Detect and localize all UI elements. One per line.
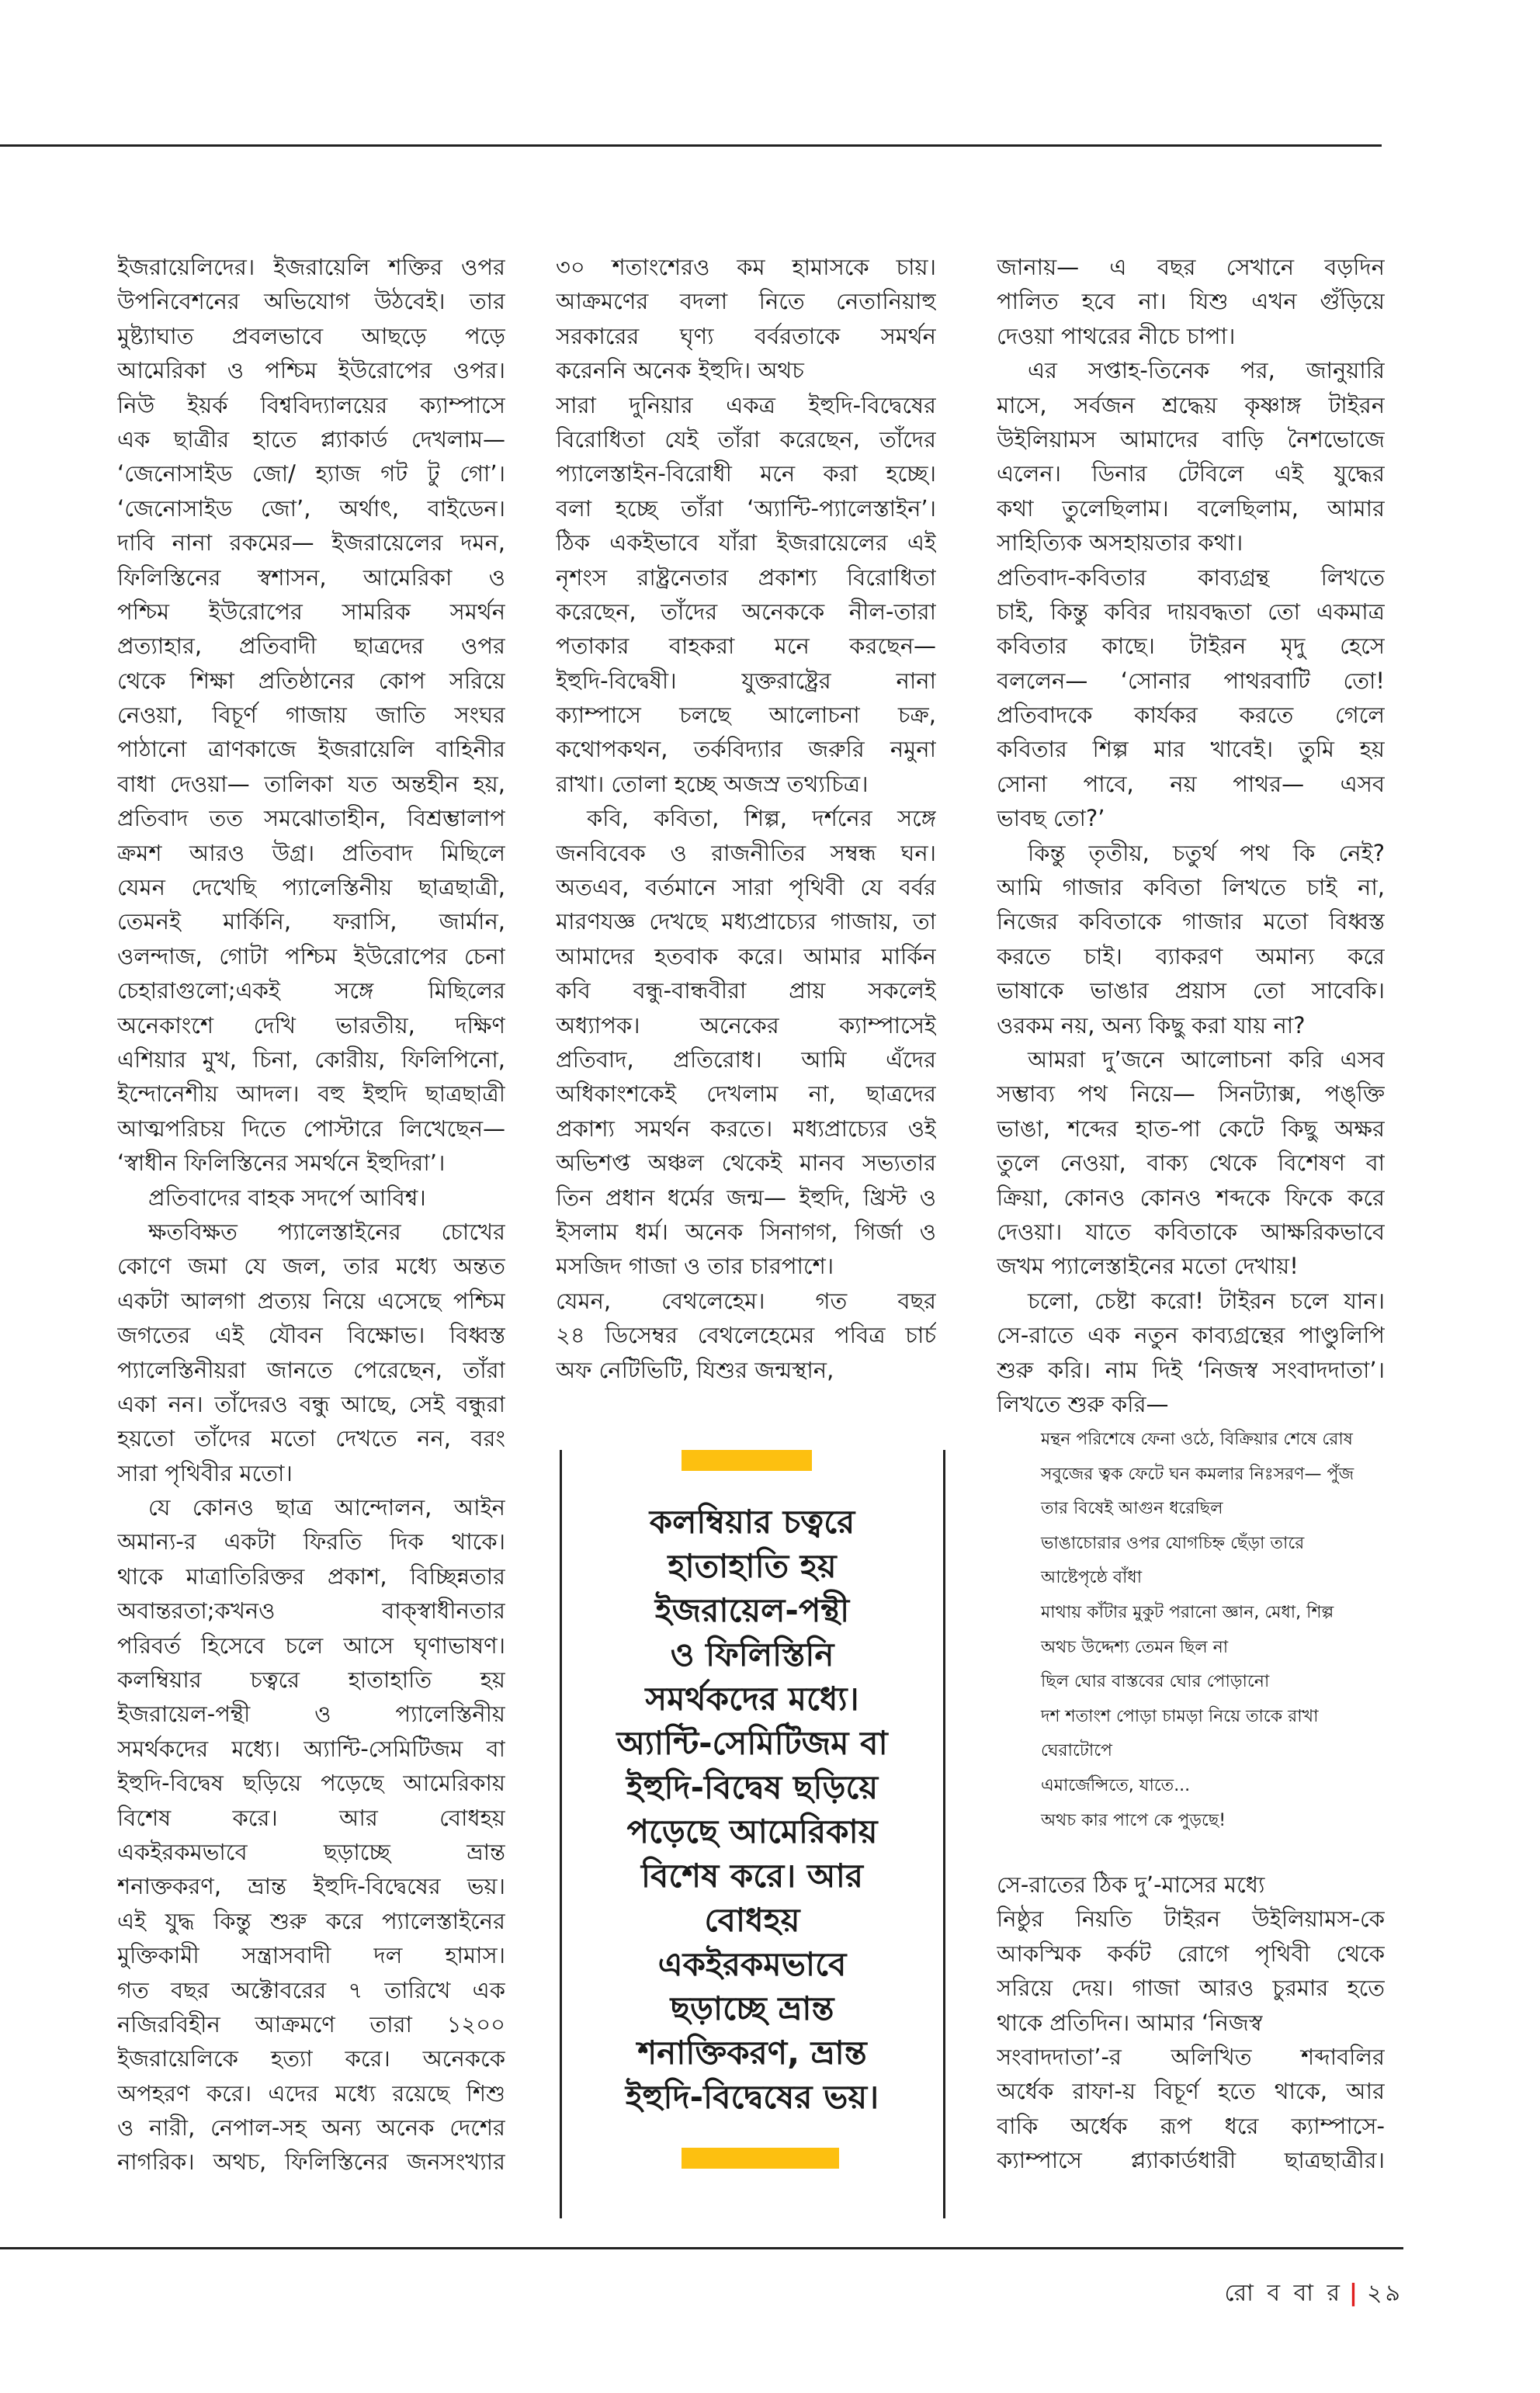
- pull-quote-line: অ্যান্টি-সেমিটিজম বা: [616, 1724, 888, 1762]
- text-line: মারণযজ্ঞ দেখছে মধ্যপ্রাচ্যের গাজায়, তা: [556, 908, 936, 935]
- text-line: সরকারের ঘৃণ্য বর্বরতাকে সমর্থন: [556, 322, 936, 349]
- poem-line: তার বিষেই আগুন ধরেছিল: [1041, 1499, 1223, 1519]
- text-line: থেকে শিক্ষা প্রতিষ্ঠানের কোপ সরিয়ে: [117, 667, 505, 694]
- text-line: প্রত্যাহার, প্রতিবাদী ছাত্রদের ওপর: [117, 633, 505, 660]
- text-line: কোণে জমা যে জল, তার মধ্যে অন্তত: [117, 1253, 505, 1280]
- text-line: ইন্দোনেশীয় আদল। বহু ইহুদি ছাত্রছাত্রী: [117, 1080, 505, 1108]
- text-line: ৩০ শতাংশেরও কম হামাসকে চায়।: [556, 254, 936, 280]
- text-line: অফ নেটিভিটি, যিশুর জন্মস্থান,: [556, 1356, 834, 1383]
- pull-quote-line: সমর্থকদের মধ্যে।: [645, 1680, 859, 1718]
- text-line: প্রতিবাদ, প্রতিরোধ। আমি এঁদের: [556, 1046, 936, 1073]
- text-line: ভাঙা, শব্দের হাত-পা কেটে কিছু অক্ষর: [997, 1115, 1385, 1142]
- text-line: নৃশংস রাষ্ট্রনেতার প্রকাশ্য বিরোধিতা: [556, 564, 936, 591]
- text-line: সারা দুনিয়ার একত্র ইহুদি-বিদ্বেষের: [556, 391, 936, 418]
- bottom-rule: [0, 2247, 1403, 2249]
- text-line: অমান্য-র একটা ফিরতি দিক থাকে।: [117, 1528, 505, 1555]
- text-line: তিন প্রধান ধর্মের জন্ম— ইহুদি, খ্রিস্ট ও: [556, 1184, 936, 1211]
- poem-line: ভাঙাচোরার ওপর যোগচিহ্ন ছেঁড়া তারে: [1041, 1533, 1305, 1553]
- poem-line: ছিল ঘোর বাস্তবের ঘোর পোড়ানো: [1041, 1672, 1270, 1692]
- text-line: সম্ভাব্য পথ নিয়ে— সিনট্যাক্স, পঙ্‌ক্তি: [997, 1080, 1385, 1108]
- text-line: গত বছর অক্টোবরের ৭ তারিখে এক: [117, 1976, 505, 2003]
- text-line: ইসলাম ধর্ম। অনেক সিনাগগ, গির্জা ও: [556, 1218, 936, 1245]
- text-line: ওলন্দাজ, গোটা পশ্চিম ইউরোপের চেনা: [117, 942, 505, 969]
- text-line: কবিতার শিল্প মার খাবেই। তুমি হয়: [997, 736, 1385, 763]
- page-number: ২৯: [1367, 2280, 1403, 2307]
- text-line: কবি, কবিতা, শিল্প, দর্শনের সঙ্গে: [587, 805, 936, 832]
- pull-quote-line: ইজরায়েল-পন্থী: [654, 1591, 850, 1629]
- text-line: তেমনই মার্কিনি, ফরাসি, জার্মান,: [117, 908, 505, 935]
- text-line: নজিরবিহীন আক্রমণে তারা ১২০০: [117, 2010, 505, 2038]
- text-line: নিউ ইয়র্ক বিশ্ববিদ্যালয়ের ক্যাম্পাসে: [117, 391, 505, 418]
- text-line: পরিবর্ত হিসেবে চলে আসে ঘৃণাভাষণ।: [117, 1632, 505, 1659]
- pull-quote-line: শনাক্তিকরণ, ভ্রান্ত: [637, 2034, 867, 2072]
- poem-line: মাথায় কাঁটার মুকুট পরানো জ্ঞান, মেধা, শিল্প: [1041, 1602, 1334, 1622]
- text-line: ও নারী, নেপাল-সহ অন্য অনেক দেশের: [117, 2114, 505, 2142]
- text-line: জনবিবেক ও রাজনীতির সম্বন্ধ ঘন।: [556, 839, 936, 866]
- text-line: ‘জেনোসাইড জো/ হ্যাজ গট টু গো’।: [117, 460, 505, 487]
- text-line: ফিলিস্তিনের স্বশাসন, আমেরিকা ও: [117, 564, 505, 591]
- pull-quote-top-bar: [682, 1450, 812, 1471]
- text-line: মসজিদ গাজা ও তার চারপাশে।: [556, 1253, 834, 1280]
- text-line: প্রতিবাদের বাহক সদর্পে আবিশ্ব।: [148, 1184, 426, 1211]
- text-line: কিন্তু তৃতীয়, চতুর্থ পথ কি নেই?: [1028, 839, 1385, 866]
- text-line: ইহুদি-বিদ্বেষ ছড়িয়ে পড়েছে আমেরিকায়: [117, 1770, 505, 1797]
- text-line: উপনিবেশনের অভিযোগ উঠবেই। তার: [117, 288, 505, 315]
- text-line: অভিশপ্ত অঞ্চল থেকেই মানব সভ্যতার: [556, 1150, 936, 1177]
- poem-line: আষ্টেপৃষ্ঠে বাঁধা: [1041, 1568, 1143, 1588]
- pull-quote-line: বিশেষ করে। আর: [641, 1857, 863, 1895]
- footer-separator: |: [1349, 2280, 1361, 2307]
- text-line: চাই, কিন্তু কবির দায়বদ্ধতা তো একমাত্র: [997, 598, 1385, 625]
- text-line: শনাক্তকরণ, ভ্রান্ত ইহুদি-বিদ্বেষের ভয়।: [117, 1873, 505, 1900]
- text-line: ইজরায়েলিকে হত্যা করে। অনেককে: [117, 2045, 505, 2072]
- text-line: আমেরিকা ও পশ্চিম ইউরোপের ওপর।: [117, 357, 505, 384]
- text-line: ‘স্বাধীন ফিলিস্তিনের সমর্থনে ইহুদিরা’।: [117, 1150, 446, 1177]
- text-line: কথা তুলেছিলাম। বলেছিলাম, আমার: [997, 494, 1385, 522]
- text-line: বাকি অর্ধেক রূপ ধরে ক্যাম্পাসে-: [997, 2112, 1385, 2139]
- text-line: এশিয়ার মুখ, চিনা, কোরীয়, ফিলিপিনো,: [117, 1046, 505, 1073]
- text-line: দেওয়া। যাতে কবিতাকে আক্ষরিকভাবে: [997, 1218, 1385, 1245]
- text-line: সমর্থকদের মধ্যে। অ্যান্টি-সেমিটিজম বা: [117, 1735, 505, 1762]
- text-line: ক্রিয়া, কোনও কোনও শব্দকে ফিকে করে: [997, 1184, 1385, 1211]
- text-line: প্যালেস্তাইন-বিরোধী মনে করা হচ্ছে।: [556, 460, 936, 487]
- text-line: প্রতিবাদ তত সমঝোতাহীন, বিশ্রম্ভালাপ: [117, 805, 505, 832]
- text-line: পতাকার বাহকরা মনে করছেন—: [556, 633, 936, 660]
- text-line: দেওয়া পাথরের নীচে চাপা।: [997, 322, 1236, 349]
- text-line: ইহুদি-বিদ্বেষী। যুক্তরাষ্ট্রের নানা: [556, 667, 936, 694]
- pull-quote-line: ইহুদি-বিদ্বেষ ছড়িয়ে: [626, 1768, 879, 1806]
- pull-quote-line: ইহুদি-বিদ্বেষের ভয়।: [625, 2078, 879, 2116]
- text-line: হয়তো তাঁদের মতো দেখতে নন, বরং: [117, 1425, 505, 1452]
- text-line: বিরোধিতা যেই তাঁরা করেছেন, তাঁদের: [556, 425, 936, 453]
- column-divider-right: [943, 1450, 945, 2218]
- text-line: প্যালেস্তিনীয়রা জানতে পেরেছেন, তাঁরা: [117, 1356, 505, 1383]
- text-line: জগতের এই যৌবন বিক্ষোভ। বিধ্বস্ত: [117, 1322, 505, 1349]
- pull-quote-line: কলম্বিয়ার চত্বরে: [649, 1503, 855, 1541]
- article-column-3: [997, 250, 1385, 1421]
- text-line: করেছেন, তাঁদের অনেককে নীল-তারা: [556, 598, 936, 625]
- text-line: একটা আলগা প্রত্যয় নিয়ে এসেছে পশ্চিম: [117, 1287, 505, 1314]
- text-line: যেমন, বেথলেহেম। গত বছর: [556, 1287, 936, 1314]
- article-column-2: [556, 250, 936, 1387]
- text-line: অতএব, বর্তমানে সারা পৃথিবী যে বর্বর: [556, 874, 936, 901]
- text-line: নিষ্ঠুর নিয়তি টাইরন উইলিয়ামস-কে: [997, 1906, 1385, 1933]
- text-line: পশ্চিম ইউরোপের সামরিক সমর্থন: [117, 598, 505, 625]
- text-line: প্রতিবাদ-কবিতার কাব্যগ্রন্থ লিখতে: [997, 564, 1385, 591]
- text-line: ২৪ ডিসেম্বর বেথলেহেমের পবিত্র চার্চ: [556, 1322, 936, 1349]
- text-line: তুলে নেওয়া, বাক্য থেকে বিশেষণ বা: [997, 1150, 1385, 1177]
- text-line: পাঠানো ত্রাণকাজে ইজরায়েলি বাহিনীর: [117, 736, 505, 763]
- pull-quote-line: বোধহয়: [704, 1901, 800, 1939]
- text-line: চেহারাগুলো;একই সঙ্গে মিছিলের: [117, 977, 505, 1004]
- text-line: আক্রমণের বদলা নিতে নেতানিয়াহু: [556, 288, 936, 315]
- text-line: ক্যাম্পাসে চলছে আলোচনা চক্র,: [556, 702, 936, 729]
- text-line: এর সপ্তাহ-তিনেক পর, জানুয়ারি: [1028, 357, 1385, 384]
- poem-line: দশ শতাংশ পোড়া চামড়া নিয়ে তাকে রাখা: [1041, 1706, 1319, 1726]
- text-line: সংবাদদাতা’-র অলিখিত শব্দাবলির: [997, 2043, 1385, 2070]
- text-line: মুষ্ট্যাঘাত প্রবলভাবে আছড়ে পড়ে: [117, 322, 505, 349]
- text-line: করতে চাই। ব্যাকরণ অমান্য করে: [997, 942, 1385, 969]
- text-line: অবান্তরতা;কখনও বাক্‌স্বাধীনতার: [117, 1597, 505, 1625]
- text-line: পালিত হবে না। যিশু এখন গুঁড়িয়ে: [997, 288, 1385, 315]
- text-line: আত্মপরিচয় দিতে পোস্টারে লিখেছেন—: [117, 1115, 505, 1142]
- text-line: নিজের কবিতাকে গাজার মতো বিধ্বস্ত: [997, 908, 1385, 935]
- text-line: ঠিক একইভাবে যাঁরা ইজরায়েলের এই: [556, 529, 936, 557]
- pull-quote-line: ও ফিলিস্তিনি: [670, 1635, 834, 1673]
- text-line: সে-রাতে এক নতুন কাব্যগ্রন্থের পাণ্ডুলিপি: [997, 1322, 1385, 1349]
- text-line: একা নন। তাঁদেরও বন্ধু আছে, সেই বন্ধুরা: [117, 1390, 505, 1417]
- text-line: একইরকমভাবে ছড়াচ্ছে ভ্রান্ত: [117, 1838, 505, 1865]
- text-line: বাধা দেওয়া— তালিকা যত অন্তহীন হয়,: [117, 770, 505, 797]
- poem-line: অথচ কার পাপে কে পুড়ছে!: [1041, 1810, 1226, 1830]
- poem-line: ঘেরাটোপে: [1041, 1741, 1112, 1761]
- text-line: থাকে মাত্রাতিরিক্তর প্রকাশ, বিচ্ছিন্নতার: [117, 1562, 505, 1590]
- text-line: আকস্মিক কর্কট রোগে পৃথিবী থেকে: [997, 1940, 1385, 1967]
- text-line: দাবি নানা রকমের— ইজরায়েলের দমন,: [117, 529, 505, 557]
- text-line: অপহরণ করে। এদের মধ্যে রয়েছে শিশু: [117, 2079, 505, 2107]
- text-line: সোনা পাবে, নয় পাথর— এসব: [997, 770, 1385, 797]
- text-line: অধিকাংশকেই দেখলাম না, ছাত্রদের: [556, 1080, 936, 1108]
- text-line: চলো, চেষ্টা করো! টাইরন চলে যান।: [1028, 1287, 1385, 1314]
- pull-quote-line: ছড়াচ্ছে ভ্রান্ত: [670, 1989, 834, 2027]
- text-line: ভাবছ তো?’: [997, 805, 1105, 832]
- text-line: নাগরিক। অথচ, ফিলিস্তিনের জনসংখ্যার: [117, 2148, 505, 2176]
- text-line: যে কোনও ছাত্র আন্দোলন, আইন: [148, 1494, 505, 1521]
- text-line: বললেন— ‘সোনার পাথরবাটি তো!: [997, 667, 1385, 694]
- text-line: সারা পৃথিবীর মতো।: [117, 1459, 293, 1486]
- text-line: ভাষাকে ভাঙার প্রয়াস তো সাবেকি।: [997, 977, 1385, 1004]
- text-line: নেওয়া, বিচূর্ণ গাজায় জাতি সংঘর: [117, 702, 505, 729]
- text-line: আমাদের হতবাক করে। আমার মার্কিন: [556, 942, 936, 969]
- poem-excerpt: [1041, 1423, 1354, 1838]
- text-line: মুক্তিকামী সন্ত্রাসবাদী দল হামাস।: [117, 1942, 505, 1969]
- text-line: কথোপকথন, তর্কবিদ্যার জরুরি নমুনা: [556, 736, 936, 763]
- text-line: সাহিত্যিক অসহায়তার কথা।: [997, 529, 1243, 557]
- pull-quote-line: হাতাহাতি হয়: [668, 1547, 837, 1585]
- text-line: কবি বন্ধু-বান্ধবীরা প্রায় সকলেই: [556, 977, 936, 1004]
- top-rule: [0, 144, 1382, 147]
- pull-quote-bottom-bar: [682, 2148, 839, 2169]
- text-line: এক ছাত্রীর হাতে প্ল্যাকার্ড দেখলাম—: [117, 425, 505, 453]
- text-line: ক্রমশ আরও উগ্র। প্রতিবাদ মিছিলে: [117, 839, 505, 866]
- text-line: উইলিয়ামস আমাদের বাড়ি নৈশভোজে: [997, 425, 1385, 453]
- text-line: কলম্বিয়ার চত্বরে হাতাহাতি হয়: [117, 1666, 505, 1694]
- text-line: শুরু করি। নাম দিই ‘নিজস্ব সংবাদদাতা’।: [997, 1356, 1385, 1383]
- pull-quote: [562, 1500, 942, 2119]
- text-line: বলা হচ্ছে তাঁরা ‘অ্যান্টি-প্যালেস্তাইন’।: [556, 494, 936, 522]
- poem-line: এমার্জেন্সিতে, যাতে...: [1041, 1775, 1191, 1795]
- magazine-name: রো ব বা র: [1224, 2280, 1344, 2307]
- text-line: রাখা। তোলা হচ্ছে অজস্র তথ্যচিত্র।: [556, 770, 869, 797]
- text-line: মাসে, সর্বজন শ্রদ্ধেয় কৃষ্ণাঙ্গ টাইরন: [997, 391, 1385, 418]
- text-line: জানায়— এ বছর সেখানে বড়দিন: [997, 254, 1385, 280]
- text-line: অর্ধেক রাফা-য় বিচূর্ণ হতে থাকে, আর: [997, 2078, 1385, 2105]
- text-line: ক্ষতবিক্ষত প্যালেস্তাইনের চোখের: [148, 1218, 505, 1245]
- text-line: সে-রাতের ঠিক দু’-মাসের মধ্যে: [997, 1871, 1265, 1898]
- text-line: প্রকাশ্য সমর্থন করতে। মধ্যপ্রাচ্যের ওই: [556, 1115, 936, 1142]
- text-line: জখম প্যালেস্তাইনের মতো দেখায়!: [997, 1253, 1299, 1280]
- text-line: ইজরায়েল-পন্থী ও প্যালেস্তিনীয়: [117, 1701, 505, 1728]
- text-line: এই যুদ্ধ কিন্তু শুরু করে প্যালেস্তাইনের: [117, 1907, 505, 1934]
- text-line: অনেকাংশে দেখি ভারতীয়, দক্ষিণ: [117, 1011, 505, 1039]
- article-column-1: [117, 250, 505, 2180]
- text-line: ইজরায়েলিদের। ইজরায়েলি শক্তির ওপর: [117, 254, 505, 280]
- text-line: কবিতার কাছে। টাইরন মৃদু হেসে: [997, 633, 1385, 660]
- poem-line: মন্থন পরিশেষে ফেনা ওঠে, বিক্রিয়ার শেষে রোষ: [1041, 1430, 1353, 1449]
- text-line: প্রতিবাদকে কার্যকর করতে গেলে: [997, 702, 1385, 729]
- text-line: এলেন। ডিনার টেবিলে এই যুদ্ধের: [997, 460, 1385, 487]
- text-line: সরিয়ে দেয়। গাজা আরও চুরমার হতে: [997, 1975, 1385, 2002]
- pull-quote-line: পড়েছে আমেরিকায়: [626, 1812, 878, 1850]
- text-line: থাকে প্রতিদিন। আমার ‘নিজস্ব: [997, 2009, 1263, 2036]
- text-line: ক্যাম্পাসে প্ল্যাকার্ডধারী ছাত্রছাত্রীর।: [997, 2147, 1385, 2174]
- text-line: ‘জেনোসাইড জো’, অর্থাৎ, বাইডেন।: [117, 494, 505, 522]
- text-line: বিশেষ করে। আর বোধহয়: [117, 1804, 505, 1831]
- text-line: লিখতে শুরু করি—: [997, 1390, 1169, 1417]
- page-footer: [1224, 2274, 1403, 2314]
- text-line: অধ্যাপক। অনেকের ক্যাম্পাসেই: [556, 1011, 936, 1039]
- pull-quote-line: একইরকমভাবে: [657, 1945, 847, 1983]
- text-line: ওরকম নয়, অন্য কিছু করা যায় না?: [997, 1011, 1306, 1039]
- poem-line: সবুজের ত্বক ফেটে ঘন কমলার নিঃসরণ— পুঁজ: [1041, 1464, 1354, 1484]
- text-line: আমি গাজার কবিতা লিখতে চাই না,: [997, 874, 1385, 901]
- poem-line: অথচ উদ্দেশ্য তেমন ছিল না: [1041, 1637, 1229, 1657]
- article-column-3-ending: [997, 1868, 1385, 2178]
- text-line: করেননি অনেক ইহুদি। অথচ: [556, 357, 804, 384]
- text-line: যেমন দেখেছি প্যালেস্তিনীয় ছাত্রছাত্রী,: [117, 874, 505, 901]
- text-line: আমরা দু’জনে আলোচনা করি এসব: [1028, 1046, 1385, 1073]
